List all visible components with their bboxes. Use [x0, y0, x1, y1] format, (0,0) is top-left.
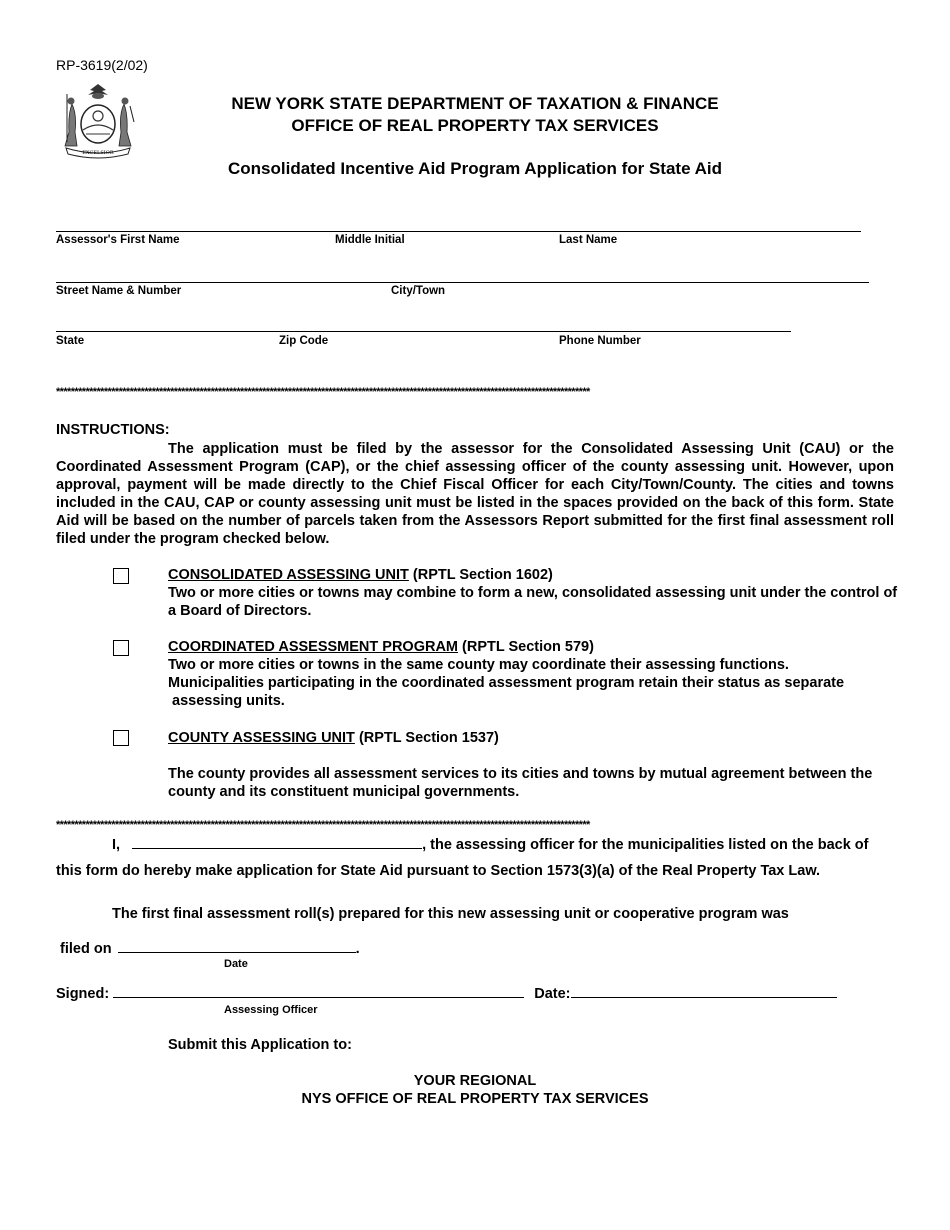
instructions-body: The application must be filed by the assessor for the Consolidated Assessing Unit (CAU) or the Coordinated Assessment Program (CAP), or the chief assessing officer of the county assessing unit. However, upon approval, payment will be made directly to the Chief Fiscal Officer for each City/Town/County. The cities and towns included in the CAU, CAP or county assessing unit must be listed in the spaces provided on the back of this form. State Aid will be based on the number of parcels taken from the Assessors Report submitted for the first final assessment roll filed under the program checked below.: [56, 441, 894, 547]
city-label: City/Town: [391, 285, 446, 297]
middle-initial-label: Middle Initial: [335, 234, 405, 246]
county-checkbox[interactable]: [113, 730, 129, 746]
phone-label: Phone Number: [559, 335, 641, 347]
submit-line-1: YOUR REGIONAL: [413, 1073, 537, 1089]
county-description: The county provides all assessment services to its cities and towns by mutual agreement between the county and its constituent municipal governments.: [168, 766, 873, 800]
seal-ribbon-text: EXCELSIOR: [82, 150, 114, 156]
department-name: NEW YORK STATE DEPARTMENT OF TAXATION & FINANCE: [231, 94, 719, 113]
submit-label: Submit this Application to:: [168, 1037, 352, 1053]
form-number: RP-3619(2/02): [56, 57, 148, 73]
cau-section: (RPTL Section 1602): [408, 567, 553, 583]
cap-description-1: Two or more cities or towns in the same county may coordinate their assessing functions.: [168, 657, 789, 673]
first-name-label: Assessor's First Name: [56, 234, 180, 246]
separator-stars-2: *************************************************************************************************************************************************: [56, 819, 590, 831]
street-label: Street Name & Number: [56, 285, 182, 297]
name-input-line[interactable]: [56, 231, 861, 232]
state-zip-phone-input-line[interactable]: [56, 331, 791, 332]
state-label: State: [56, 335, 85, 347]
cau-title: CONSOLIDATED ASSESSING UNIT: [168, 567, 409, 583]
declaration-prefix: I,: [112, 837, 121, 853]
option-cau: [168, 566, 898, 620]
date-caption: Date: [224, 958, 248, 970]
option-cap: [168, 638, 898, 710]
address-input-line[interactable]: [56, 282, 869, 283]
instructions-heading: INSTRUCTIONS:: [56, 422, 170, 438]
cap-section: (RPTL Section 579): [458, 639, 594, 655]
cap-title: COORDINATED ASSESSMENT PROGRAM: [168, 639, 459, 655]
separator-stars: *************************************************************************************************************************************************: [56, 386, 590, 398]
cau-description: Two or more cities or towns may combine to form a new, consolidated assessing unit under the control of a Board of Directors.: [168, 585, 898, 619]
cap-checkbox[interactable]: [113, 640, 129, 656]
county-section: (RPTL Section 1537): [354, 730, 499, 746]
cau-checkbox[interactable]: [113, 568, 129, 584]
page-title: Consolidated Incentive Aid Program Application for State Aid: [228, 159, 722, 178]
signed-row: [56, 986, 837, 1002]
filed-on-date-field[interactable]: [118, 952, 356, 953]
declaration-line-1: [112, 837, 868, 853]
option-county: [168, 729, 898, 747]
declaration-line-2: this form do hereby make application for State Aid pursuant to Section 1573(3)(a) of the Real Property Tax Law.: [56, 863, 821, 879]
filed-on-period: .: [355, 941, 360, 957]
declaration-suffix: , the assessing officer for the municipalities listed on the back of: [422, 837, 869, 853]
declaration-line-3: The first final assessment roll(s) prepared for this new assessing unit or cooperative program was: [112, 906, 789, 922]
zip-label: Zip Code: [279, 335, 329, 347]
date-label: Date:: [534, 986, 571, 1002]
county-title: COUNTY ASSESSING UNIT: [168, 730, 355, 746]
officer-caption: Assessing Officer: [224, 1004, 318, 1016]
filed-on-label: filed on: [60, 941, 112, 957]
signature-date-field[interactable]: [571, 997, 837, 998]
officer-name-field[interactable]: [132, 848, 422, 849]
cap-description-2: Municipalities participating in the coordinated assessment program retain their status as separate: [168, 675, 845, 691]
office-name: OFFICE OF REAL PROPERTY TAX SERVICES: [291, 116, 659, 135]
filed-on-row: [60, 941, 360, 957]
last-name-label: Last Name: [559, 234, 618, 246]
submit-line-2: NYS OFFICE OF REAL PROPERTY TAX SERVICES: [301, 1091, 649, 1107]
signed-label: Signed:: [56, 986, 110, 1002]
cap-description-3: assessing units.: [172, 693, 285, 709]
signature-field[interactable]: [113, 997, 524, 998]
